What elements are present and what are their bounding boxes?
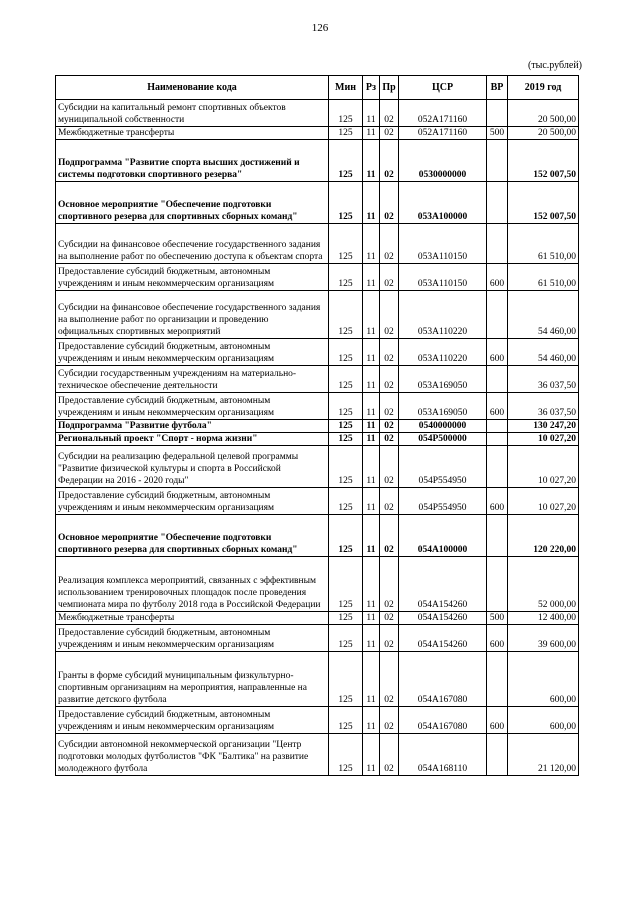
cell-min: 125 [329, 339, 363, 366]
cell-pr: 02 [380, 446, 399, 488]
budget-table [55, 75, 579, 776]
table-body [56, 100, 579, 776]
cell-min: 125 [329, 127, 363, 140]
cell-name: Гранты в форме субсидий муниципальным физкультурно-спортивным организациям на мероприятия, направленные на развитие детского футбола [56, 652, 329, 707]
cell-rz: 11 [363, 100, 380, 127]
cell-rz: 11 [363, 515, 380, 557]
cell-name: Основное мероприятие "Обеспечение подготовки спортивного резерва для спортивных сборных команд" [56, 182, 329, 224]
table-row [56, 488, 579, 515]
cell-name: Предоставление субсидий бюджетным, автономным учреждениям и иным некоммерческим организациям [56, 707, 329, 734]
cell-sum: 20 500,00 [508, 127, 579, 140]
cell-csr: 054P554950 [399, 488, 487, 515]
table-row [56, 625, 579, 652]
cell-csr: 053A110220 [399, 291, 487, 339]
cell-rz: 11 [363, 734, 380, 776]
cell-min: 125 [329, 515, 363, 557]
cell-rz: 11 [363, 446, 380, 488]
cell-name: Региональный проект "Спорт - норма жизни" [56, 433, 329, 446]
cell-vr [487, 446, 508, 488]
table-row [56, 707, 579, 734]
table-row [56, 291, 579, 339]
table-row [56, 393, 579, 420]
cell-name: Субсидии на капитальный ремонт спортивных объектов муниципальной собственности [56, 100, 329, 127]
cell-rz: 11 [363, 182, 380, 224]
cell-sum: 36 037,50 [508, 366, 579, 393]
cell-csr: 053A110150 [399, 224, 487, 264]
header-name: Наименование кода [56, 76, 329, 100]
cell-csr: 0540000000 [399, 420, 487, 433]
cell-sum: 61 510,00 [508, 264, 579, 291]
cell-vr [487, 557, 508, 612]
cell-rz: 11 [363, 557, 380, 612]
cell-rz: 11 [363, 224, 380, 264]
table-row [56, 100, 579, 127]
units-label: (тыс.рублей) [527, 60, 582, 71]
cell-pr: 02 [380, 339, 399, 366]
cell-name: Подпрограмма "Развитие футбола" [56, 420, 329, 433]
cell-vr: 600 [487, 339, 508, 366]
cell-min: 125 [329, 393, 363, 420]
cell-sum: 52 000,00 [508, 557, 579, 612]
cell-name: Межбюджетные трансферты [56, 612, 329, 625]
table-row [56, 612, 579, 625]
cell-sum: 36 037,50 [508, 393, 579, 420]
cell-sum: 120 220,00 [508, 515, 579, 557]
table-row [56, 224, 579, 264]
cell-sum: 20 500,00 [508, 100, 579, 127]
cell-min: 125 [329, 140, 363, 182]
cell-min: 125 [329, 707, 363, 734]
cell-vr [487, 433, 508, 446]
cell-pr: 02 [380, 140, 399, 182]
cell-pr: 02 [380, 420, 399, 433]
cell-sum: 10 027,20 [508, 488, 579, 515]
cell-pr: 02 [380, 433, 399, 446]
cell-rz: 11 [363, 488, 380, 515]
cell-rz: 11 [363, 420, 380, 433]
cell-pr: 02 [380, 393, 399, 420]
cell-pr: 02 [380, 515, 399, 557]
cell-csr: 054A154260 [399, 612, 487, 625]
cell-csr: 053A110150 [399, 264, 487, 291]
cell-rz: 11 [363, 339, 380, 366]
cell-min: 125 [329, 734, 363, 776]
cell-sum: 21 120,00 [508, 734, 579, 776]
cell-vr [487, 140, 508, 182]
cell-vr: 600 [487, 707, 508, 734]
cell-min: 125 [329, 433, 363, 446]
table-row [56, 339, 579, 366]
cell-csr: 054A100000 [399, 515, 487, 557]
header-vr: ВР [487, 76, 508, 100]
cell-name: Подпрограмма "Развитие спорта высших достижений и системы подготовки спортивного резерва" [56, 140, 329, 182]
cell-min: 125 [329, 224, 363, 264]
cell-csr: 054P554950 [399, 446, 487, 488]
cell-min: 125 [329, 182, 363, 224]
cell-csr: 0530000000 [399, 140, 487, 182]
cell-min: 125 [329, 488, 363, 515]
cell-min: 125 [329, 264, 363, 291]
cell-pr: 02 [380, 488, 399, 515]
cell-vr: 600 [487, 625, 508, 652]
cell-sum: 10 027,20 [508, 433, 579, 446]
cell-name: Субсидии на финансовое обеспечение государственного задания на выполнение работ по обеспечению доступа к объектам спорта [56, 224, 329, 264]
cell-name: Субсидии автономной некоммерческой организации "Центр подготовки молодых футболистов "ФК "Балтика" на развитие молодежного футбола [56, 734, 329, 776]
header-year: 2019 год [508, 76, 579, 100]
cell-pr: 02 [380, 366, 399, 393]
cell-name: Предоставление субсидий бюджетным, автономным учреждениям и иным некоммерческим организациям [56, 393, 329, 420]
cell-rz: 11 [363, 707, 380, 734]
cell-rz: 11 [363, 612, 380, 625]
cell-min: 125 [329, 100, 363, 127]
table-row [56, 652, 579, 707]
cell-rz: 11 [363, 264, 380, 291]
cell-sum: 12 400,00 [508, 612, 579, 625]
cell-vr [487, 652, 508, 707]
cell-sum: 39 600,00 [508, 625, 579, 652]
cell-name: Субсидии на реализацию федеральной целевой программы "Развитие физической культуры и спорта в Российской Федерации на 2016 - 2020 годы" [56, 446, 329, 488]
cell-min: 125 [329, 366, 363, 393]
cell-vr [487, 734, 508, 776]
cell-pr: 02 [380, 264, 399, 291]
cell-vr [487, 182, 508, 224]
cell-rz: 11 [363, 433, 380, 446]
cell-csr: 053A100000 [399, 182, 487, 224]
cell-rz: 11 [363, 127, 380, 140]
cell-name: Предоставление субсидий бюджетным, автономным учреждениям и иным некоммерческим организациям [56, 625, 329, 652]
cell-vr [487, 366, 508, 393]
cell-csr: 054A167080 [399, 707, 487, 734]
cell-vr [487, 420, 508, 433]
cell-pr: 02 [380, 291, 399, 339]
cell-sum: 61 510,00 [508, 224, 579, 264]
cell-csr: 054A167080 [399, 652, 487, 707]
cell-sum: 130 247,20 [508, 420, 579, 433]
cell-sum: 54 460,00 [508, 339, 579, 366]
cell-name: Межбюджетные трансферты [56, 127, 329, 140]
cell-name: Предоставление субсидий бюджетным, автономным учреждениям и иным некоммерческим организациям [56, 339, 329, 366]
table-row [56, 420, 579, 433]
cell-csr: 054A154260 [399, 625, 487, 652]
cell-min: 125 [329, 625, 363, 652]
cell-min: 125 [329, 557, 363, 612]
cell-rz: 11 [363, 366, 380, 393]
cell-pr: 02 [380, 612, 399, 625]
cell-rz: 11 [363, 393, 380, 420]
cell-pr: 02 [380, 734, 399, 776]
header-rz: Рз [363, 76, 380, 100]
cell-sum: 152 007,50 [508, 140, 579, 182]
header-csr: ЦСР [399, 76, 487, 100]
cell-min: 125 [329, 446, 363, 488]
cell-sum: 152 007,50 [508, 182, 579, 224]
table-row [56, 127, 579, 140]
cell-name: Основное мероприятие "Обеспечение подготовки спортивного резерва для спортивных сборных команд" [56, 515, 329, 557]
cell-min: 125 [329, 420, 363, 433]
cell-pr: 02 [380, 224, 399, 264]
cell-csr: 052A171160 [399, 127, 487, 140]
cell-rz: 11 [363, 140, 380, 182]
table-row [56, 366, 579, 393]
cell-min: 125 [329, 652, 363, 707]
cell-vr [487, 515, 508, 557]
cell-pr: 02 [380, 100, 399, 127]
header-pr: Пр [380, 76, 399, 100]
cell-sum: 54 460,00 [508, 291, 579, 339]
cell-rz: 11 [363, 625, 380, 652]
cell-vr [487, 224, 508, 264]
cell-sum: 600,00 [508, 652, 579, 707]
cell-pr: 02 [380, 557, 399, 612]
cell-csr: 052A171160 [399, 100, 487, 127]
header-min: Мин [329, 76, 363, 100]
cell-csr: 054P500000 [399, 433, 487, 446]
table-row [56, 515, 579, 557]
table-row [56, 182, 579, 224]
cell-pr: 02 [380, 652, 399, 707]
table-row [56, 140, 579, 182]
cell-name: Предоставление субсидий бюджетным, автономным учреждениям и иным некоммерческим организациям [56, 264, 329, 291]
cell-csr: 053A169050 [399, 393, 487, 420]
cell-min: 125 [329, 291, 363, 339]
cell-vr: 600 [487, 488, 508, 515]
cell-name: Субсидии государственным учреждениям на материально-техническое обеспечение деятельности [56, 366, 329, 393]
cell-csr: 054A168110 [399, 734, 487, 776]
cell-vr: 600 [487, 393, 508, 420]
cell-vr: 500 [487, 612, 508, 625]
cell-vr: 500 [487, 127, 508, 140]
cell-rz: 11 [363, 652, 380, 707]
cell-pr: 02 [380, 625, 399, 652]
table-row [56, 446, 579, 488]
page-number: 126 [311, 22, 329, 34]
table-row [56, 734, 579, 776]
cell-pr: 02 [380, 127, 399, 140]
cell-vr [487, 100, 508, 127]
table-row [56, 557, 579, 612]
cell-min: 125 [329, 612, 363, 625]
cell-rz: 11 [363, 291, 380, 339]
cell-pr: 02 [380, 182, 399, 224]
cell-csr: 054A154260 [399, 557, 487, 612]
cell-name: Субсидии на финансовое обеспечение государственного задания на выполнение работ по организации и проведению официальных спортивных мероприятий [56, 291, 329, 339]
cell-name: Предоставление субсидий бюджетным, автономным учреждениям и иным некоммерческим организациям [56, 488, 329, 515]
cell-csr: 053A169050 [399, 366, 487, 393]
cell-name: Реализация комплекса мероприятий, связанных с эффективным использованием тренировочных площадок после проведения чемпионата мира по футболу 2018 года в Российской Федерации [56, 557, 329, 612]
cell-vr: 600 [487, 264, 508, 291]
table-row [56, 433, 579, 446]
cell-sum: 600,00 [508, 707, 579, 734]
table-header-row [56, 76, 579, 100]
table-row [56, 264, 579, 291]
cell-pr: 02 [380, 707, 399, 734]
cell-vr [487, 291, 508, 339]
cell-csr: 053A110220 [399, 339, 487, 366]
cell-sum: 10 027,20 [508, 446, 579, 488]
